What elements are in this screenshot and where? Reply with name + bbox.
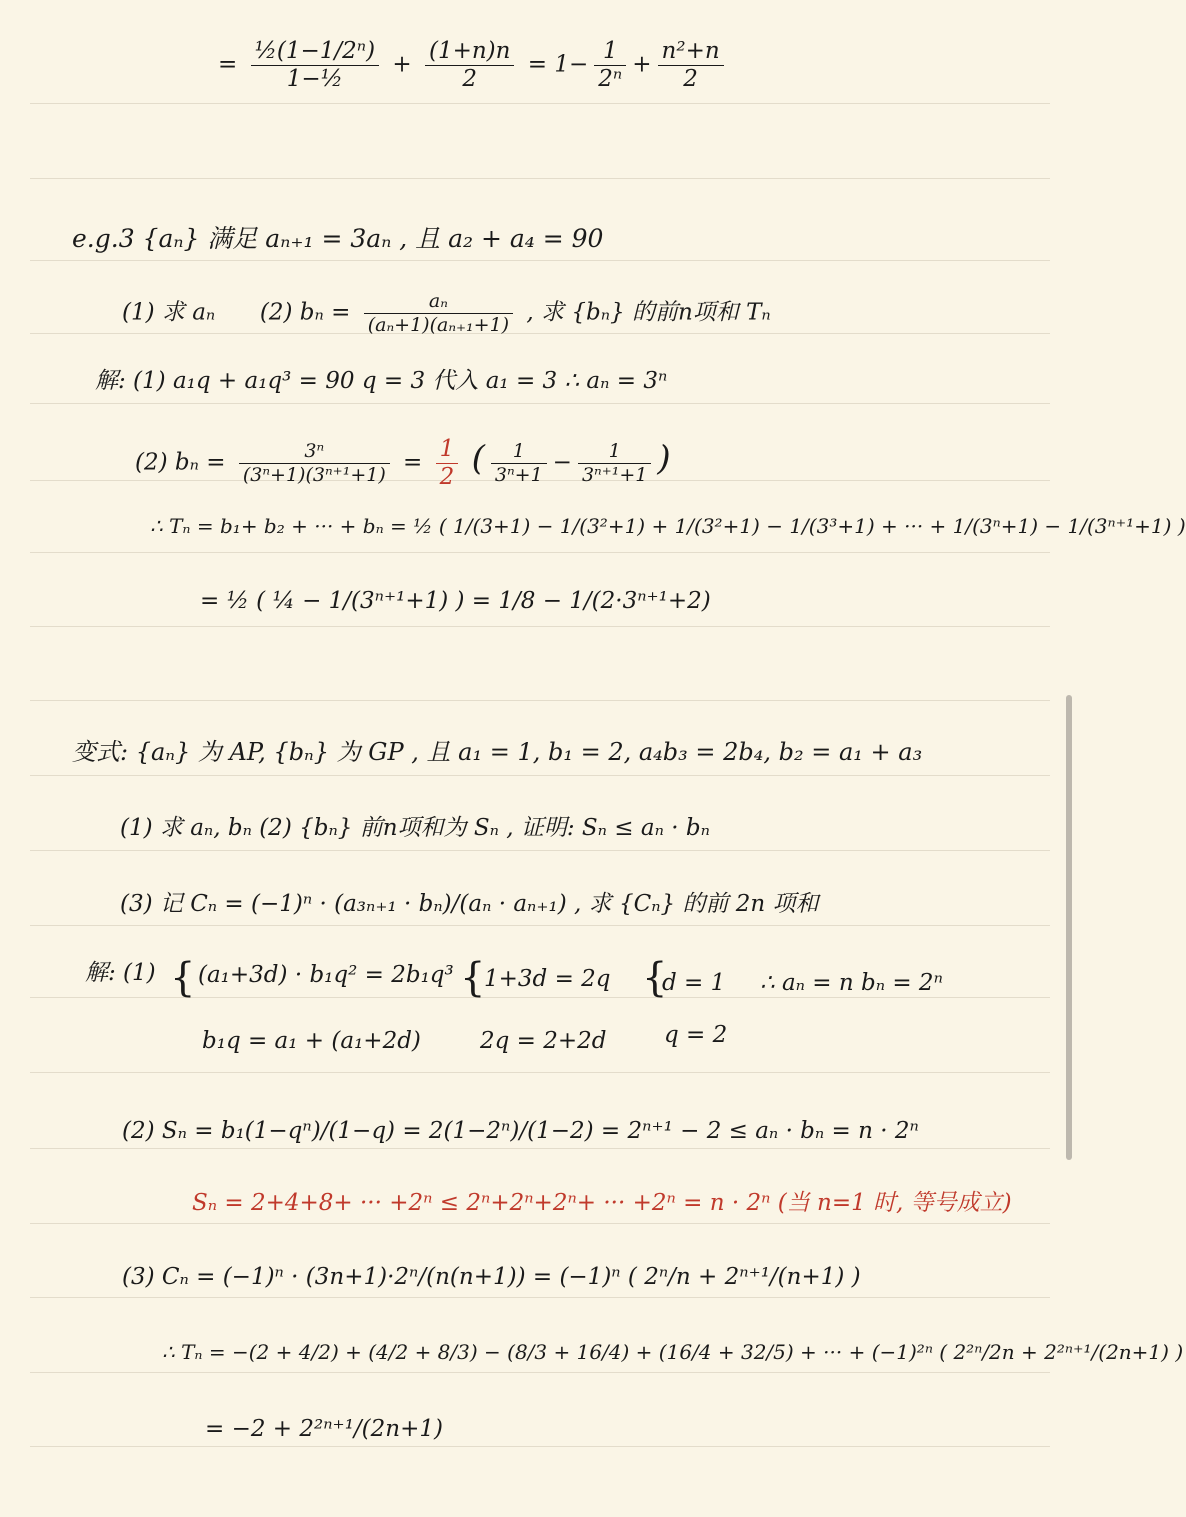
solution-3-sum: ∴ Tₙ = b₁+ b₂ + ··· + bₙ = ½ ( 1/(3+1) − 1/(3²+1) + 1/(3²+1) − 1/(3³+1) + ··· + 1/(3ⁿ+1) − 1/(3ⁿ⁺¹+1) ) <box>150 514 1186 538</box>
fraction: $\frac{1}{\text{3ⁿ+1}}$ <box>491 442 547 485</box>
plus-sign: + <box>392 51 412 78</box>
solution-1: 解: (1) a₁q + a₁q³ = 90 q = 3 代入 a₁ = 3 ∴ aₙ = 3ⁿ <box>95 368 668 394</box>
variant-solution-2: (2) Sₙ = b₁(1−qⁿ)/(1−q) = 2(1−2ⁿ)/(1−2) = 2ⁿ⁺¹ − 2 ≤ aₙ · bₙ = n · 2ⁿ <box>122 1118 919 1144</box>
ruled-line <box>30 403 1050 404</box>
system-brace: { <box>170 955 196 1001</box>
ruled-line <box>30 1372 1050 1373</box>
system-2-eq-1: 1+3d = 2q <box>484 966 611 992</box>
equals-sign: = <box>527 51 548 78</box>
variant-solution-1-label: 解: (1) <box>85 960 156 986</box>
variant-solution-3-sum: ∴ Tₙ = −(2 + 4/2) + (4/2 + 8/3) − (8/3 + 16/4) + (16/4 + 32/5) + ··· + (−1)²ⁿ ( 2²ⁿ/2n + 2²ⁿ⁺¹/(2n+1) ) <box>162 1340 1184 1364</box>
equals-sign: = <box>218 51 238 78</box>
ruled-line <box>30 700 1050 701</box>
ruled-line <box>30 626 1050 627</box>
ruled-line <box>30 552 1050 553</box>
question-2-tail: , 求 {bₙ} 的前n项和 Tₙ <box>526 299 771 326</box>
variant-solution-3-result: = −2 + 2²ⁿ⁺¹/(2n+1) <box>205 1416 443 1442</box>
fraction: $\frac{\text{aₙ}}{\text{(aₙ+1)(aₙ₊₁+1)}}$ <box>364 292 513 335</box>
question-1: (1) 求 aₙ <box>122 299 216 326</box>
scrollbar[interactable] <box>1066 695 1072 1160</box>
fraction: $\frac{\text{n²+n}}{2}$ <box>658 40 724 91</box>
ruled-line <box>30 178 1050 179</box>
fraction: $\frac{1}{\text{2ⁿ}}$ <box>594 40 626 91</box>
half-fraction-red: $\frac{1}{2}$ <box>436 438 459 489</box>
variant-header: 变式: {aₙ} 为 AP, {bₙ} 为 GP , 且 a₁ = 1, b₁ = 2, a₄b₃ = 2b₄, b₂ = a₁ + a₃ <box>72 738 923 766</box>
fraction: $\frac{(1+n)n}{2}$ <box>425 40 514 91</box>
variant-question-3: (3) 记 Cₙ = (−1)ⁿ · (a₃ₙ₊₁ · bₙ)/(aₙ · aₙ₊₁) , 求 {Cₙ} 的前 2n 项和 <box>120 891 819 917</box>
solution-2: (2) bₙ = $\frac{\text{3ⁿ}}{\text{(3ⁿ+1)(3ⁿ⁺¹+1)}}$ = $\frac{1}{2}$ ( $\frac{1}{\text{3ⁿ+1}}$ − $\frac{1}{\text{3ⁿ⁺¹+1}}$ ) <box>135 436 671 490</box>
ruled-line <box>30 1148 1050 1149</box>
fraction: $\frac{\text{3ⁿ}}{\text{(3ⁿ+1)(3ⁿ⁺¹+1)}}$ <box>239 442 390 485</box>
system-1-eq-2: b₁q = a₁ + (a₁+2d) <box>202 1028 421 1054</box>
fraction: $\frac{1}{\text{3ⁿ⁺¹+1}}$ <box>578 442 651 485</box>
formula-line-1 <box>218 40 730 91</box>
ruled-line <box>30 260 1050 261</box>
system-brace: { <box>460 955 486 1001</box>
plus-sign: + <box>632 51 652 78</box>
solution-4-result: = ½ ( ¼ − 1/(3ⁿ⁺¹+1) ) = 1/8 − 1/(2·3ⁿ⁺¹+2) <box>200 588 711 614</box>
ruled-line <box>30 925 1050 926</box>
fraction: $\frac{\text{½(1−1/2ⁿ)}}{\text{1−½}}$ <box>251 40 379 91</box>
question-2: (2) bₙ = <box>259 299 351 326</box>
ruled-line <box>30 1223 1050 1224</box>
ruled-line <box>30 775 1050 776</box>
ruled-line <box>30 1072 1050 1073</box>
ruled-line <box>30 103 1050 104</box>
ruled-line <box>30 1446 1050 1447</box>
variant-solution-1-result: ∴ aₙ = n bₙ = 2ⁿ <box>760 970 943 996</box>
ruled-line <box>30 850 1050 851</box>
example-3-header: e.g.3 {aₙ} 满足 aₙ₊₁ = 3aₙ , 且 a₂ + a₄ = 90 <box>72 224 604 253</box>
system-2-eq-2: 2q = 2+2d <box>480 1028 607 1054</box>
system-1-eq-1: (a₁+3d) · b₁q² = 2b₁q³ <box>198 962 454 988</box>
variant-solution-2-red-note: Sₙ = 2+4+8+ ··· +2ⁿ ≤ 2ⁿ+2ⁿ+2ⁿ+ ··· +2ⁿ = n · 2ⁿ (当 n=1 时, 等号成立) <box>192 1190 1012 1216</box>
system-brace: { <box>642 955 668 1001</box>
variant-questions-1-2: (1) 求 aₙ, bₙ (2) {bₙ} 前n项和为 Sₙ , 证明: Sₙ ≤ aₙ · bₙ <box>120 815 710 841</box>
system-3-eq-2: q = 2 <box>664 1022 728 1048</box>
expr: 1− <box>554 51 589 78</box>
system-3-eq-1: d = 1 <box>662 970 726 996</box>
ruled-line <box>30 1297 1050 1298</box>
variant-solution-3: (3) Cₙ = (−1)ⁿ · (3n+1)·2ⁿ/(n(n+1)) = (−1)ⁿ ( 2ⁿ/n + 2ⁿ⁺¹/(n+1) ) <box>122 1264 861 1290</box>
example-3-questions <box>122 292 771 335</box>
